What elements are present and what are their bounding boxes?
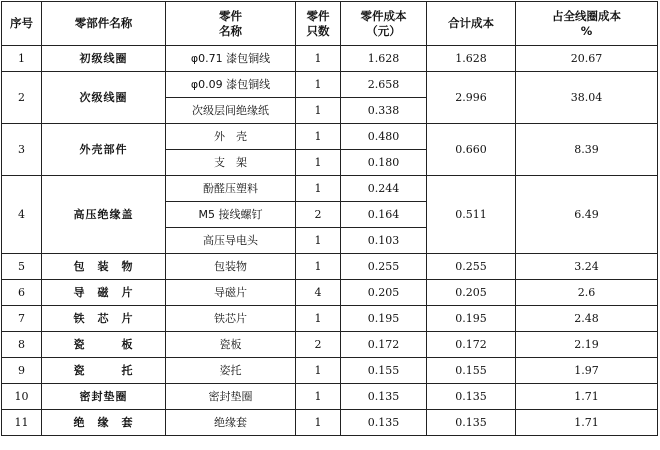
total-cost-cell: 0.255 <box>427 254 516 280</box>
part-name-cell: 铁芯片 <box>166 306 296 332</box>
percent-cell: 2.19 <box>516 332 658 358</box>
header-qty-line2: 只数 <box>306 23 330 38</box>
percent-cell: 1.97 <box>516 358 658 384</box>
coil-cost-table <box>1 1 658 436</box>
part-cost-cell: 0.135 <box>341 410 427 436</box>
component-name-cell: 瓷 托 <box>42 358 166 384</box>
component-name-cell: 次级线圈 <box>42 72 166 124</box>
component-name-cell: 高压绝缘盖 <box>42 176 166 254</box>
header-row <box>2 2 658 46</box>
seq-cell: 4 <box>2 176 42 254</box>
component-name-cell: 密封垫圈 <box>42 384 166 410</box>
header-part-cost-line1: 零件成本 <box>360 8 407 23</box>
component-name-cell: 瓷 板 <box>42 332 166 358</box>
component-name-cell: 外壳部件 <box>42 124 166 176</box>
seq-cell: 10 <box>2 384 42 410</box>
qty-cell: 1 <box>296 98 341 124</box>
component-name-cell: 铁 芯 片 <box>42 306 166 332</box>
part-name-cell: 次级层间绝缘纸 <box>166 98 296 124</box>
part-name-cell: 包装物 <box>166 254 296 280</box>
seq-cell: 7 <box>2 306 42 332</box>
part-cost-cell: 2.658 <box>341 72 427 98</box>
part-name-cell: φ0.09 漆包铜线 <box>166 72 296 98</box>
total-cost-cell: 2.996 <box>427 72 516 124</box>
qty-cell: 1 <box>296 124 341 150</box>
table-body <box>2 46 658 436</box>
header-qty-line1: 零件 <box>306 8 330 23</box>
total-cost-cell: 1.628 <box>427 46 516 72</box>
seq-cell: 3 <box>2 124 42 176</box>
seq-cell: 2 <box>2 72 42 124</box>
header-part-name-line1: 零件 <box>219 8 242 23</box>
table-row <box>2 332 658 358</box>
table-row <box>2 384 658 410</box>
part-cost-cell: 0.244 <box>341 176 427 202</box>
percent-cell: 3.24 <box>516 254 658 280</box>
part-name-cell: 酚醛压塑料 <box>166 176 296 202</box>
total-cost-cell: 0.135 <box>427 410 516 436</box>
seq-cell: 6 <box>2 280 42 306</box>
part-name-cell: 外 壳 <box>166 124 296 150</box>
part-name-cell: 瓷板 <box>166 332 296 358</box>
percent-cell: 8.39 <box>516 124 658 176</box>
component-name-cell: 绝 缘 套 <box>42 410 166 436</box>
header-part-name-line2: 名称 <box>219 23 242 38</box>
percent-cell: 2.6 <box>516 280 658 306</box>
header-percent-line1: 占全线圈成本 <box>552 8 621 23</box>
header-seq: 序号 <box>2 2 42 46</box>
total-cost-cell: 0.660 <box>427 124 516 176</box>
part-name-cell: 高压导电头 <box>166 228 296 254</box>
part-name-cell: M5 接线螺钉 <box>166 202 296 228</box>
table-row <box>2 358 658 384</box>
part-name-cell: 绝缘套 <box>166 410 296 436</box>
percent-cell: 38.04 <box>516 72 658 124</box>
header-qty <box>296 2 341 46</box>
part-cost-cell: 0.135 <box>341 384 427 410</box>
part-cost-cell: 0.164 <box>341 202 427 228</box>
total-cost-cell: 0.511 <box>427 176 516 254</box>
qty-cell: 1 <box>296 228 341 254</box>
total-cost-cell: 0.195 <box>427 306 516 332</box>
header-percent <box>516 2 658 46</box>
part-cost-cell: 0.480 <box>341 124 427 150</box>
part-cost-cell: 0.205 <box>341 280 427 306</box>
header-percent-line2: % <box>580 23 593 38</box>
seq-cell: 5 <box>2 254 42 280</box>
qty-cell: 1 <box>296 306 341 332</box>
part-name-cell: 导磁片 <box>166 280 296 306</box>
header-component-name: 零部件名称 <box>42 2 166 46</box>
part-cost-cell: 0.103 <box>341 228 427 254</box>
table-row <box>2 254 658 280</box>
component-name-cell: 初级线圈 <box>42 46 166 72</box>
part-cost-cell: 0.195 <box>341 306 427 332</box>
percent-cell: 20.67 <box>516 46 658 72</box>
total-cost-cell: 0.205 <box>427 280 516 306</box>
qty-cell: 1 <box>296 150 341 176</box>
total-cost-cell: 0.135 <box>427 384 516 410</box>
percent-cell: 2.48 <box>516 306 658 332</box>
part-cost-cell: 0.338 <box>341 98 427 124</box>
seq-cell: 9 <box>2 358 42 384</box>
qty-cell: 1 <box>296 46 341 72</box>
part-cost-cell: 0.255 <box>341 254 427 280</box>
qty-cell: 2 <box>296 332 341 358</box>
table-row <box>2 280 658 306</box>
part-cost-cell: 0.172 <box>341 332 427 358</box>
total-cost-cell: 0.172 <box>427 332 516 358</box>
part-name-cell: φ0.71 漆包铜线 <box>166 46 296 72</box>
component-name-cell: 包 装 物 <box>42 254 166 280</box>
header-part-cost-line2: （元） <box>366 23 401 38</box>
qty-cell: 1 <box>296 176 341 202</box>
component-name-cell: 导 磁 片 <box>42 280 166 306</box>
header-total-cost: 合计成本 <box>427 2 516 46</box>
part-name-cell: 姿托 <box>166 358 296 384</box>
seq-cell: 1 <box>2 46 42 72</box>
header-part-name <box>166 2 296 46</box>
percent-cell: 1.71 <box>516 384 658 410</box>
table-row <box>2 46 658 72</box>
percent-cell: 6.49 <box>516 176 658 254</box>
qty-cell: 1 <box>296 384 341 410</box>
part-name-cell: 密封垫圈 <box>166 384 296 410</box>
qty-cell: 2 <box>296 202 341 228</box>
qty-cell: 4 <box>296 280 341 306</box>
seq-cell: 8 <box>2 332 42 358</box>
part-cost-cell: 0.180 <box>341 150 427 176</box>
table-row <box>2 176 658 202</box>
table-row <box>2 72 658 98</box>
qty-cell: 1 <box>296 254 341 280</box>
part-cost-cell: 1.628 <box>341 46 427 72</box>
percent-cell: 1.71 <box>516 410 658 436</box>
table-row <box>2 410 658 436</box>
table-row <box>2 306 658 332</box>
qty-cell: 1 <box>296 358 341 384</box>
qty-cell: 1 <box>296 72 341 98</box>
part-name-cell: 支 架 <box>166 150 296 176</box>
header-part-cost <box>341 2 427 46</box>
qty-cell: 1 <box>296 410 341 436</box>
table-row <box>2 124 658 150</box>
part-cost-cell: 0.155 <box>341 358 427 384</box>
total-cost-cell: 0.155 <box>427 358 516 384</box>
seq-cell: 11 <box>2 410 42 436</box>
